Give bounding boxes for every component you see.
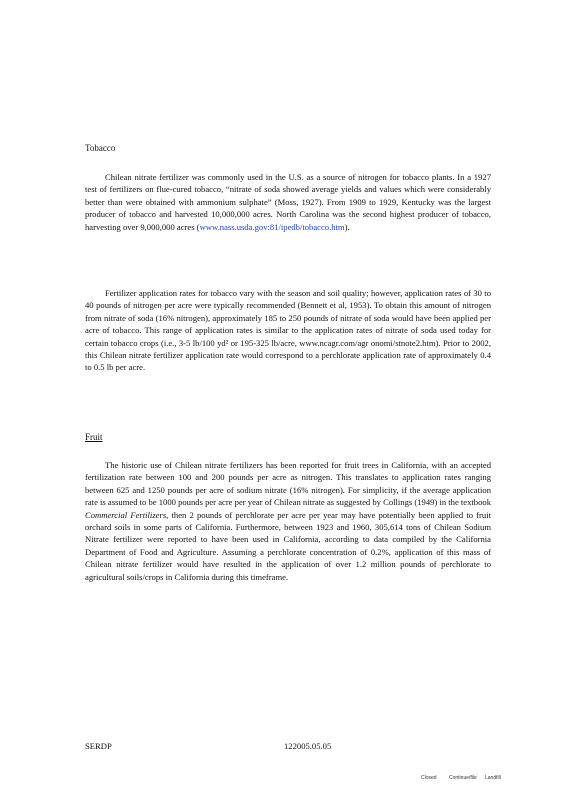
fruit-heading: Fruit — [85, 432, 103, 442]
fruit-paragraph-text-a: The historic use of Chilean nitrate fertilizers has been reported for fruit trees in California, with an accepted fertilization rate between 100 and 200 pounds per acre as nitrogen. This translates to application rates ranging between 625 and 1250 pounds per acre of sodium nitrate (16% nitrogen). For simplicity, if the average application rate is assumed to be 1000 pounds per acre per year of Chilean nitrate as suggested by Collings (1949) in the textbook — [85, 460, 491, 508]
tobacco-paragraph-2: Fertilizer application rates for tobacco vary with the season and soil quality; however, application rates of 30 to 40 pounds of nitrogen per acre were typically recommended (Bennett et al, 1953). To obtain this amount of nitrogen from nitrate of soda (16% nitrogen), approximately 185 to 250 pounds of nitrate of soda would have been applied per acre of tobacco. This range of application rates is similar to the application rates of nitrate of soda used today for certain tobacco crops (i.e., 3-5 lb/100 yd² or 195-325 lb/acre, www.ncagr.com/agr onomi/stnote2.htm). Prior to 2002, this Chilean nitrate fertilizer application rate would correspond to a perchlorate application rate of approximately 0.4 to 0.5 lb per acre. — [85, 288, 491, 373]
tobacco-paragraph-1 — [85, 171, 491, 233]
tobacco-paragraph-1-text: Chilean nitrate fertilizer was commonly used in the U.S. as a source of nitrogen for tobacco plants. In a 1927 test of fertilizers on flue-cured tobacco, “nitrate of soda showed average yields and values which were considerably better than were obtained with ammonium sulphate” (Moss, 1927). From 1909 to 1929, Kentucky was the largest producer of tobacco and harvested 10,000,000 acres. North Carolina was the second highest producer of tobacco, harvesting over 9,000,000 acres ( — [85, 172, 491, 232]
bottom-label-closed: Closed — [421, 775, 437, 781]
bottom-label-continue: Continue/file — [449, 775, 477, 781]
tobacco-source-link[interactable]: www.nass.usda.gov:81/ipedb/tobacco.htm — [199, 221, 345, 232]
tobacco-paragraph-1-end: ). — [344, 221, 350, 232]
bottom-label-landfill: Landfill — [485, 775, 501, 781]
fruit-paragraph-1 — [85, 459, 491, 583]
fruit-paragraph-text-b: , then 2 pounds of perchlorate per acre per year may have potentially been applied to fruit orchard soils in some parts of California. Furthermore, between 1923 and 1960, 305,614 tons of Chilean Sodium Nitrate fertilizer were reported to have been used in California, according to data compiled by the California Department of Food and Agriculture. Assuming a perchlorate concentration of 0.2%, application of this mass of Chilean nitrate fertilizer would have resulted in the application of over 1.2 million pounds of perchlorate to agricultural soils/crops in California during this timeframe. — [85, 509, 491, 582]
footer-center: 122005.05.05 — [284, 741, 332, 751]
tobacco-heading: Tobacco — [85, 143, 116, 153]
footer-left: SERDP — [85, 741, 112, 751]
textbook-title: Commercial Fertilizers — [85, 509, 167, 520]
